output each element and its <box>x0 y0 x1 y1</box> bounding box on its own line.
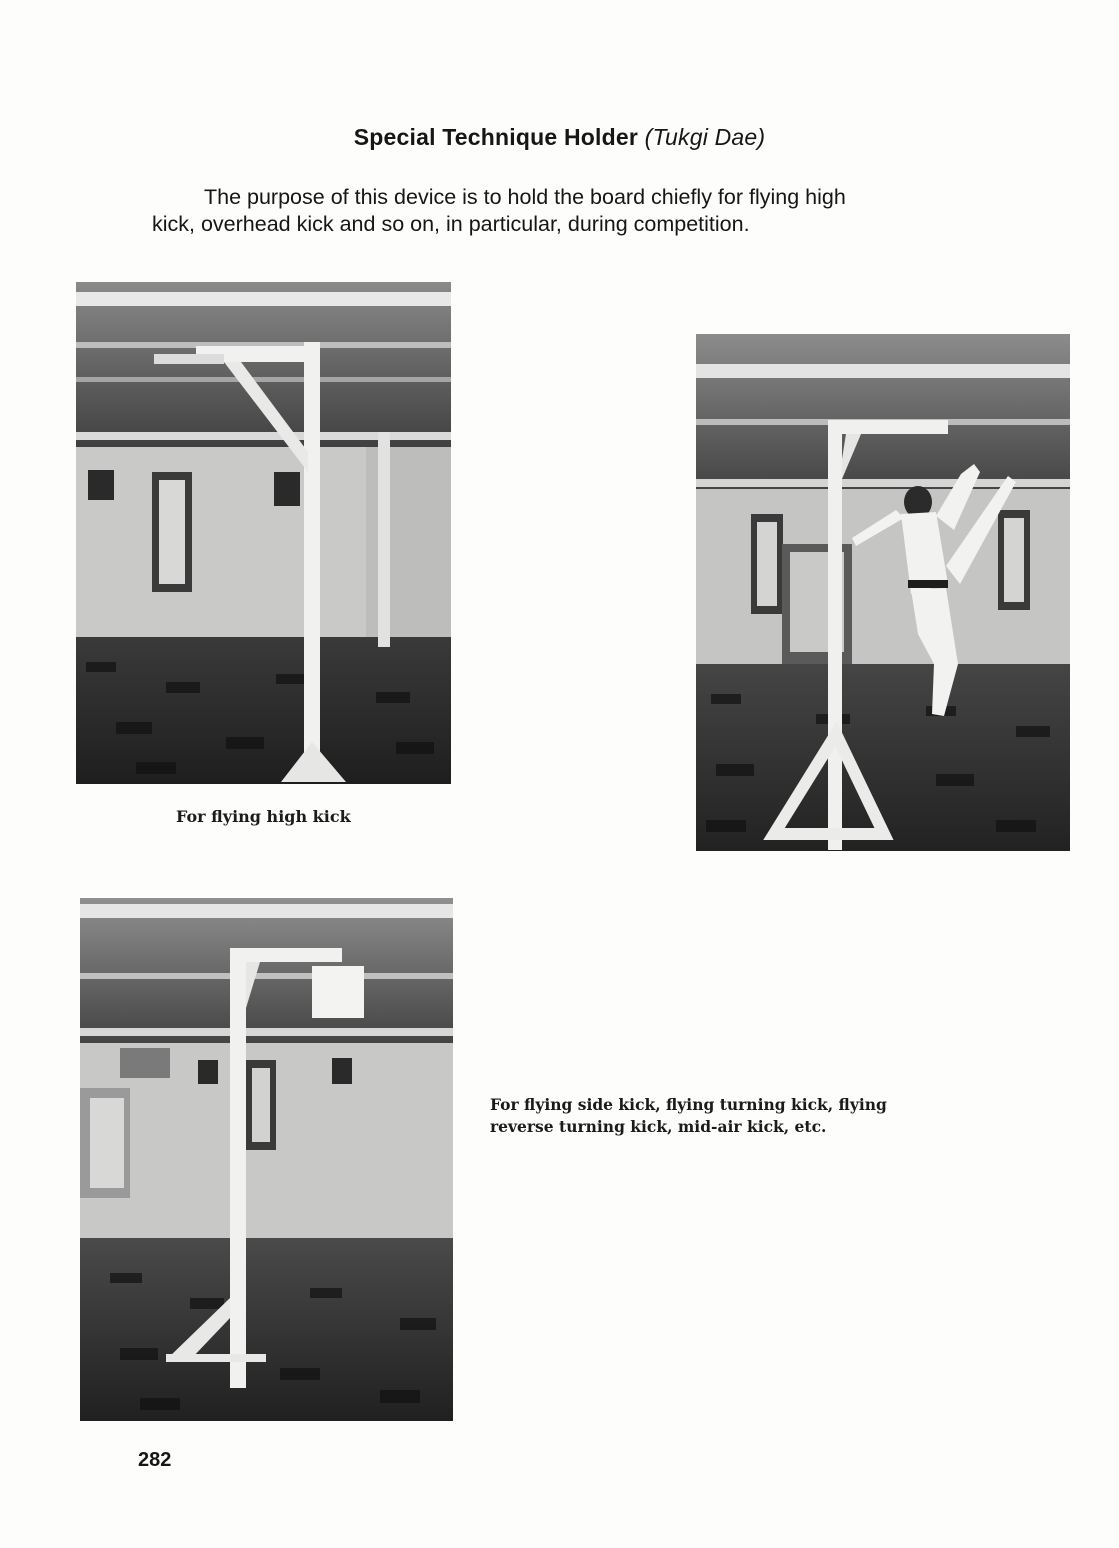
title-main: Special Technique Holder <box>353 124 639 150</box>
title-romanized: (Tukgi Dae) <box>644 124 766 150</box>
photo-holder-side-kick <box>80 898 453 1421</box>
caption-side-kick-line-1: For flying side kick, flying turning kick, flying <box>490 1095 887 1114</box>
photo-flying-high-kick-demo <box>696 334 1070 851</box>
caption-high-kick: For flying high kick <box>176 807 351 826</box>
intro-line-1: The purpose of this device is to hold the board chiefly for flying high <box>204 185 846 209</box>
intro-paragraph <box>152 184 1012 238</box>
caption-side-kick <box>490 1094 887 1138</box>
photo-holder-high-kick <box>76 282 451 784</box>
caption-side-kick-line-2: reverse turning kick, mid-air kick, etc. <box>490 1117 827 1136</box>
page-number: 282 <box>138 1449 172 1471</box>
intro-line-2: kick, overhead kick and so on, in particular, during competition. <box>152 212 750 236</box>
page-title <box>0 124 1119 151</box>
